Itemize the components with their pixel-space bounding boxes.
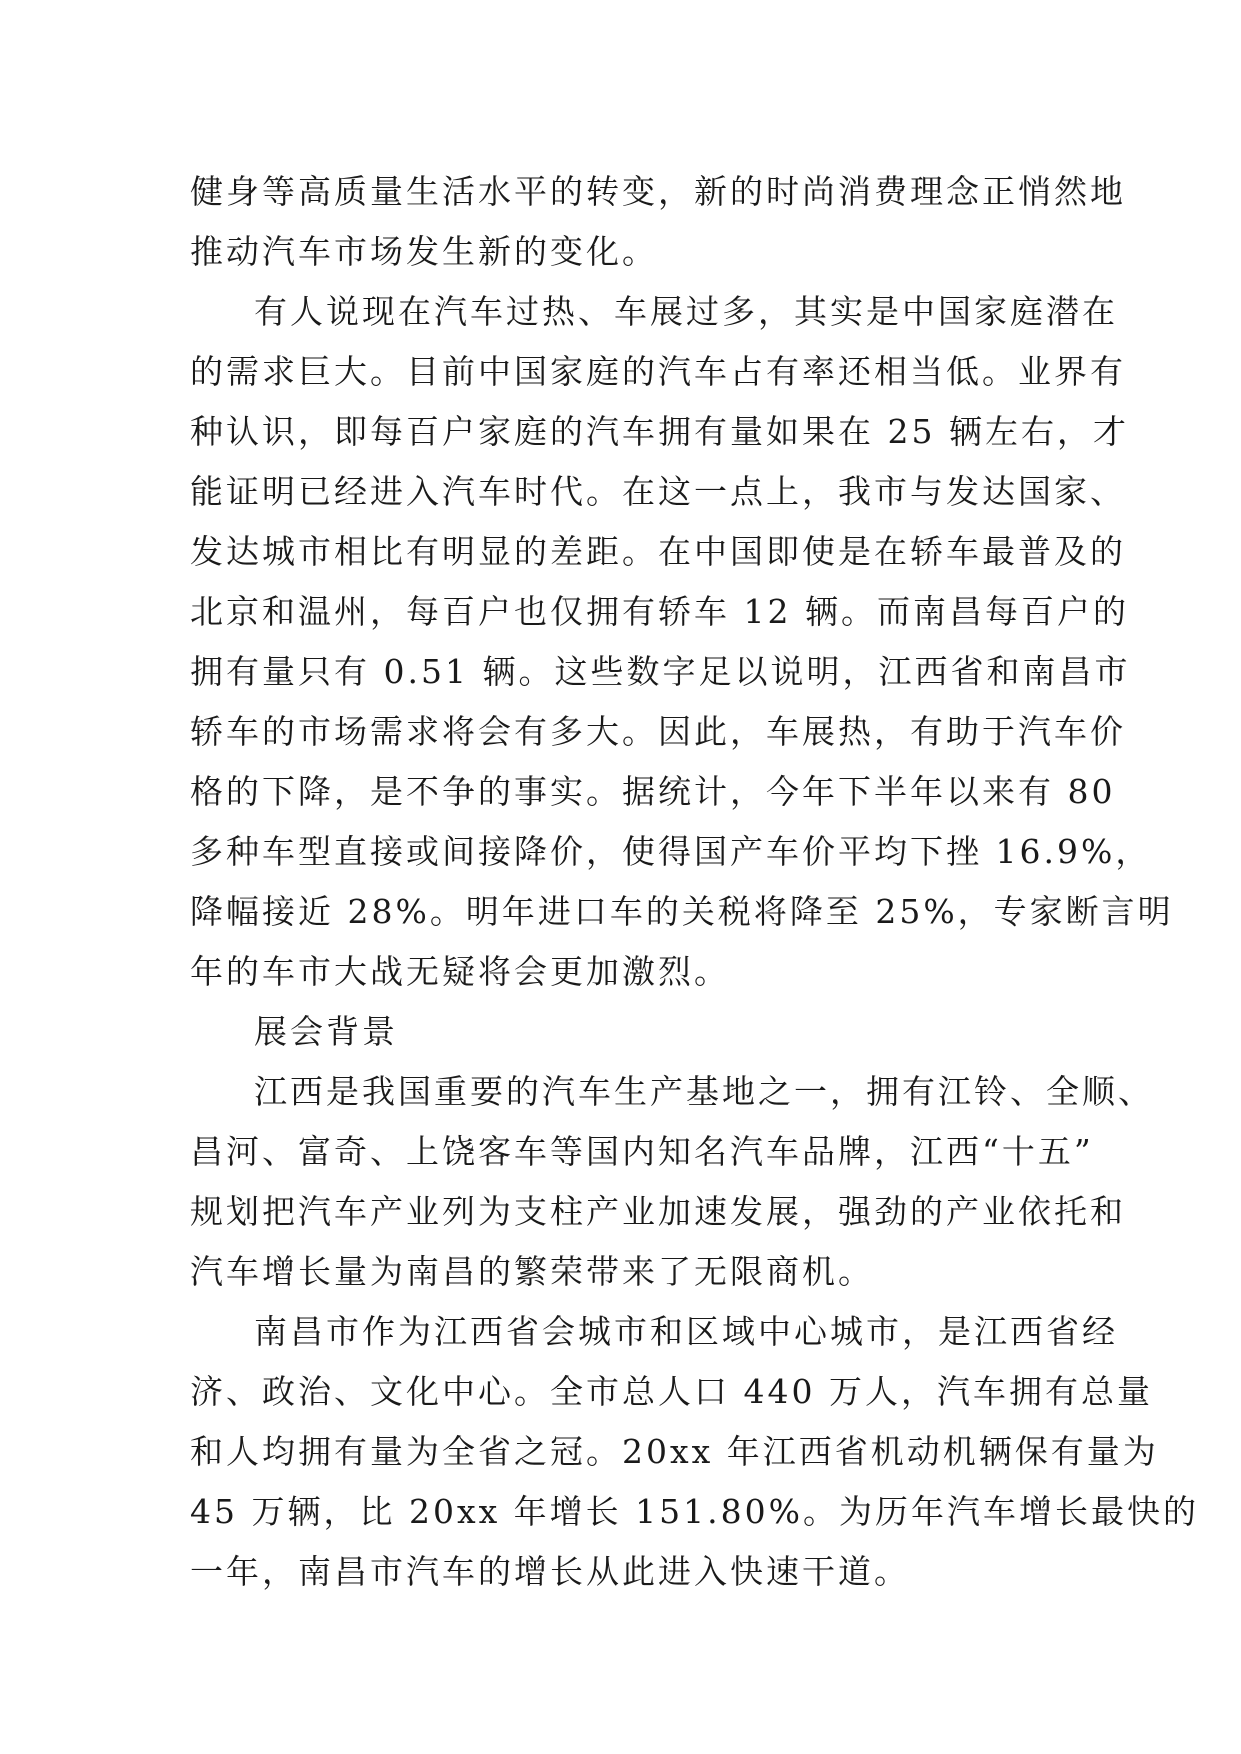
text-line: 多种车型直接或间接降价，使得国产车价平均下挫 16.9%， [190, 832, 1152, 871]
paragraph-start-line: 江西是我国重要的汽车生产基地之一，拥有江铃、全顺、 [254, 1072, 1154, 1111]
text-line: 北京和温州，每百户也仅拥有轿车 12 辆。而南昌每百户的 [190, 592, 1129, 631]
body-text [190, 162, 1199, 1602]
text-line: 健身等高质量生活水平的转变，新的时尚消费理念正悄然地 [190, 172, 1126, 211]
text-line: 汽车增长量为南昌的繁荣带来了无限商机。 [190, 1252, 874, 1291]
text-line: 45 万辆，比 20xx 年增长 151.80%。为历年汽车增长最快的 [190, 1492, 1199, 1531]
text-line: 一年，南昌市汽车的增长从此进入快速干道。 [190, 1552, 910, 1591]
text-line: 降幅接近 28%。明年进口车的关税将降至 25%，专家断言明 [190, 892, 1174, 931]
text-line: 济、政治、文化中心。全市总人口 440 万人，汽车拥有总量 [190, 1372, 1153, 1411]
section-heading: 展会背景 [254, 1012, 398, 1051]
text-line: 发达城市相比有明显的差距。在中国即使是在轿车最普及的 [190, 532, 1126, 571]
text-line: 和人均拥有量为全省之冠。20xx 年江西省机动机辆保有量为 [190, 1432, 1159, 1471]
text-line: 推动汽车市场发生新的变化。 [190, 232, 658, 271]
text-line: 昌河、富奇、上饶客车等国内知名汽车品牌，江西“十五” [190, 1132, 1094, 1171]
text-line: 拥有量只有 0.51 辆。这些数字足以说明，江西省和南昌市 [190, 652, 1131, 691]
text-line: 年的车市大战无疑将会更加激烈。 [190, 952, 730, 991]
text-line: 能证明已经进入汽车时代。在这一点上，我市与发达国家、 [190, 472, 1126, 511]
text-line: 规划把汽车产业列为支柱产业加速发展，强劲的产业依托和 [190, 1192, 1126, 1231]
paragraph-start-line: 有人说现在汽车过热、车展过多，其实是中国家庭潜在 [254, 292, 1118, 331]
paragraph-start-line: 南昌市作为江西省会城市和区域中心城市，是江西省经 [254, 1312, 1118, 1351]
text-line: 格的下降，是不争的事实。据统计，今年下半年以来有 80 [190, 772, 1116, 811]
text-line: 种认识，即每百户家庭的汽车拥有量如果在 25 辆左右，才 [190, 412, 1129, 451]
text-line: 的需求巨大。目前中国家庭的汽车占有率还相当低。业界有 [190, 352, 1126, 391]
text-line: 轿车的市场需求将会有多大。因此，车展热，有助于汽车价 [190, 712, 1126, 751]
